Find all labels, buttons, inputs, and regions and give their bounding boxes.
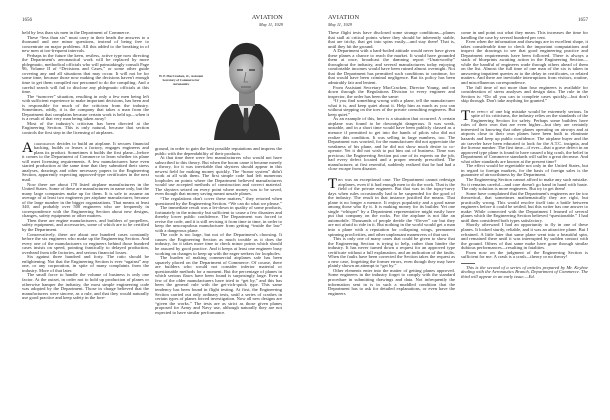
paragraph: Other elements enter into the matter of getting planes approved. Some engineers in the industry forget to comply with the standard procedure in submitting drawings and data. Not infrequently the information sent in is in such a muddled condition that the Department has to ask for detailed explanations, or even have the engineers xyxy=(328,267,455,296)
note-divider xyxy=(461,263,475,264)
paragraph: come in and point out what they mean. This increases the time for handling the case by several hundred per cent. xyxy=(461,31,588,40)
paragraph: The full time of not more than four engineers is available for consideration of stress analyses and design data. The rule in the Section is: “Do all you can to complete cases quickly—but don't skip through. Don't take anything for granted.” xyxy=(461,84,588,104)
paragraph: ground, in order to gain the best possible reputations and impress the public with the dependability of their products. xyxy=(155,147,282,156)
paragraph xyxy=(328,175,455,237)
paragraph: Shortly afterward I had an opportunity to fly in one of these planes. It looked sturdy, reliable, and it was an attractive plane. But I refrained. A little later that same plane went into a beautiful spin, and remained there until it was interrupted by sudden contact with the ground. Others of that same make have gone through similar dubious performances—resulting in fatalities. xyxy=(461,222,588,251)
paragraph: Most of the industry's criticism has been directed at the Engineering Section. This is only natural, because that section controls the first step in the licensing of airplanes. xyxy=(22,120,149,136)
paragraph: These flight tests have disclosed some strange conditions—planes that stall at critical points where they should be inherently stable, that are tricky, that get into spins easily—and stay there! That is, until they hit the ground. xyxy=(328,31,455,49)
drop-cap: A xyxy=(22,139,33,156)
paragraph: From Assistant Secretary MacCracken, Director Young, and on down through the Regulations Division to every engineer and inspector, the order has been the same: xyxy=(328,84,455,99)
paragraph: Even when the information and drawings are in excellent shape, it takes considerable time to check the important computations and inspect the drawings to see that good engineering practice and Department requirements have been followed. There is always a stack of blueprints awaiting action in the Engineering Section—while the handful of engineers wade through others ahead of them on the list. Almost the full time of one man of the six is taken in answering impatient queries as to the delay in certificates, or related matters. And there are inevitable interruptions from visitors, routine, and miscellaneous correspondence. xyxy=(461,39,588,86)
left-page-column-2 xyxy=(155,147,282,397)
small-caps-lead: he effect xyxy=(471,108,488,114)
paragraph: “The regulations don't cover these matters,” they retorted when questioned by the Engineering Section. “We can do what we please.” xyxy=(155,196,282,206)
paragraph: Perhaps in the future the keen, restless, active type now directing the Department's aeronautical work will be replaced by more phlegmatic, methodical officials who will painstakingly consult Page 96, Volume II of “Decisions and Cases,” or some other guide covering any and all situations that may occur. It will not be for some time, because those now making the decisions haven't enough time to get them compiled nor personnel to do the compiling. And a careful search will fail to disclose any phlegmatic officials at this time. xyxy=(22,52,149,95)
left-date: May 11, 1929 xyxy=(259,22,283,27)
paragraph: As an example of this, here is a situation that occurred. A certain airplane was found to be downright dangerous. It was weak, unstable, and in a short time would have been publicly classed as a menace if permitted to get into the hands of pilots who did not realize this condition. It was selling in large numbers, too. The Department was worried, for the manufacturer did not appreciate the weakness of his plane, and he did not show much desire to co-operate. Yet it did not wish to put him out of business. Time was precious; the Engineering Section put one of its experts on the job, had every defect located and a proper remedy prescribed. The manufacturer, at first resentful, suddenly realized that he had had a close escape from disaster. xyxy=(328,116,455,172)
paragraph: The burden of making commercial airplanes safe has been squarely placed on the Department of Commerce. Of course, there are builders who would not consider inferior material or questionable methods for a moment. But the percentage of planes in which serious flaws have been found is surprisingly large. Even a few of the older manufacturers have tried to “get by,” and this has been the general rule with the get-rich-quick type. This same tendency has been found in flight testing. At first, the Engineering Section carried out only ordinary tests, until a series of crashes in certain types of planes forced investigation. Now all new designs are “given the works.” The tests are as strict as those given planes proposed for Army and Navy use, although naturally they are not expected to have similar performance. xyxy=(155,255,282,315)
paragraph xyxy=(22,139,149,183)
paragraph: Now there are about 170 listed airplane manufacturers in the United States. Some of these are manufacturers in name only, but the many large companies make up for them. It is safe to assume an average of at least two engineers per airplane manufacturer, because of the large number in the bigger organizations. That means at least 340, and probably over 500 engineers who are frequently in correspondence with the Engineering Section about new designs, changes, safety equipment or other matters. xyxy=(22,181,149,219)
small-caps-lead: corporation xyxy=(33,140,55,146)
paragraph: The Engineering Section cannot afford to make any such mistake. So it remains careful—and care doesn't go hand in hand with haste. The only solution is more engineers. But try to get them! xyxy=(461,176,588,192)
paragraph: From now on the judgment of the Engineering Section is sufficient for me. A crash is a crash—theory or no theory! xyxy=(461,249,588,260)
left-page-column-1 xyxy=(22,31,149,397)
paragraph: The small force to handle the volume of business is only one factor. At the outset, in order not to hold up production of planes or otherwise hamper the industry, the most simple engineering code was adopted by the Department. Those in charge believed that the manufacturers were sincere, as a rule, and that they would naturally use good practice and keep safety in the fore- xyxy=(22,272,149,301)
right-date: May 11, 1929 xyxy=(328,22,352,27)
paragraph: Six against three hundred and forty. The ratio should be enlightening. Not that the Engineering Section is ever “against” any one, or any corporation, in spite of many complaints from the industry. More of that later. xyxy=(22,254,149,273)
paragraph: Some have complained that the Department's engineers are far too theoretical, that sometimes mathematically they are right, but practically wrong. This would resolve itself into a battle between engineers before it could be settled, but this writer has one answer to make: While connected with the Department I learned of several planes which the Engineering Section believed “questionable.” I had until then considered both types satisfactory. xyxy=(461,190,588,223)
paragraph: These “less than six” must carry in their heads the answers to a thousand and one minor questions, instead of being free to concentrate on major problems. All this added to the breaking in of new men at too-frequent intervals. xyxy=(22,34,149,54)
right-page-column-2 xyxy=(461,31,588,397)
paragraph: Then there are engine manufacturers, and builders of propellers, safety equipment, and accessories, some of which are to be certified by the Department. xyxy=(22,217,149,232)
left-masthead: AVIATION xyxy=(251,14,283,21)
drop-cap: T xyxy=(328,175,338,192)
portrait-photo xyxy=(208,28,284,140)
photo-caption: W. P. MacCracken, Jr., Assistant Secretary of Commerce for Aeronautics xyxy=(158,74,204,86)
paragraph-text: decides to build an airplane. It secures financial backing, builds or leases a factory, engages engineers and plans its product. Sometimes it builds the first plane—before it comes to the Department of Commerce to learn whether its plane will meet licensing requirements. A few manufacturers have even started production at the same time that they submitted their stress analyses, drawings and other necessary papers to the Engineering Section, apparently expecting approved-type certificates in the next mail. xyxy=(22,140,149,182)
drop-cap: T xyxy=(461,107,471,124)
paragraph: The code is too large, but not of the Department's choosing. It causes the Engineering Section as much trouble as it does the industry, for it takes more time to check minor points which should be assured by good practice. And it keeps at least one engineer busy working on changes to keep up with the eager seekers for loopholes. xyxy=(155,232,282,256)
paragraph xyxy=(461,107,588,165)
left-page-number: 1656 xyxy=(22,18,32,23)
paragraph: held by less than six men in the Department of Commerce. xyxy=(22,31,131,35)
paragraph: This is only one of many cases that could be given to show that the Engineering Section is trying to help, rather than hinder the industry. It has never turned down a request for an approved type certificate without a full explanation, and an indication of the faults. When the faults have been corrected the Section takes the request as a new case, forgetting the former errors, even though they may have plainly shown an attempt to “get by.” xyxy=(328,236,455,269)
paragraph-text: was an exceptional case. The Department cannot redesign airplanes, even if it had enough men to do the work. That is the field of the private engineer. But that was in the topsy-turvy days when rules occasionally had to be suspended for the good of the industry. The result in that instance justified the means. That plane is no longer a menace. It enjoys popularity and a good name among those who fly it. It is making money for its builder. Yet one single “whisper” by a Department representative might easily have put that company on the rocks. For the airplane is not like an automobile. Thousands of people deride the “flivver” car but they are not afraid to ride in it. But nothing in the world would get a man into a plane with a reputation for collapsing wings, permanent spinning proclivities, and other unpleasant maneuvers of that sort. xyxy=(328,176,455,237)
paragraph: The “turnover” situation, resulting in only a few men being left with sufficient experience to make important decisions, has been and is responsible for much of the criticism from the industry. Sometimes, oddly, it is the company that takes a man from the Department that complains because certain work is held up—when it is a result of that very man being taken away! xyxy=(22,93,149,122)
paragraph: A Department with a hard-boiled attitude would never have given these planes a chance to reach the market. It would have grounded them at once, broadcast the damning report “Unairworthy” throughout the industry, and several manufacturers today enjoying comfortable incomes would have been ruined almost overnight. Not that the Department has permitted such conditions to continue, for that would have been criminal negligence. But its policy has been admirably fair and lenient. xyxy=(328,48,455,86)
paragraph: “If you find something wrong with a plane, tell the manufacturer what it is, and keep quiet about it. Help him as much as you can without stepping on the toes of the private consulting engineers. But keep quiet.” xyxy=(328,98,455,117)
paragraph-text: of one big mistake would be extremely serious. In spite of its criticisms, the industry relies on the standards of the Engineering Section for safety. Perhaps some builders have rules of their own that are even higher—but they are certainly interested in knowing that other planes operating on airways and at airports close to their own planes have been built to eliminate hazards and keep up public confidence. The airplane buyer and the air traveler have been educated to look for the A.T.C. insignia, and the license number. The first time—if ever—that a grave defect in an approved type plane is found to have caused a big crash, the belief in Department of Commerce standards will suffer a great decrease. And what other standards are known at the present time? xyxy=(461,108,588,164)
paragraph: At that time there were few manufacturers who would not have subscribed to this theory. But when the boom came it became merely a theory, for it was inevitable that shysters should appear in this newest field for making money quickly. The “honor system” didn't work at all with them. The first simple code had left numerous loopholes on points where the Department believed manufacturers would use accepted methods of construction and correct material. The shysters seized on every point where money was to be saved, even though that money saving meant unsafe planes. xyxy=(155,155,282,197)
right-page-number: 1657 xyxy=(578,18,588,23)
paragraph: The immediate result was a let-down in quality of some products, fortunately in the minority but sufficient to cause a few disasters and thereby lower public confidence. The Department was forced to revise the code, and it is still revising it from time to time, in order to keep the unscrupulous manufacturer from getting “inside the law” with a dangerous plane. xyxy=(155,205,282,233)
editor-note: This is the second of a series of articles prepared by Mr. Keyhoe dealing with the Aeronautics Branch, Department of Commerce. The third will appear in an early issue.—Ed. xyxy=(461,264,588,279)
small-caps-lead: his xyxy=(338,176,344,182)
right-masthead: AVIATION xyxy=(328,14,360,21)
right-page-column-1 xyxy=(328,31,455,397)
paragraph: The effect would be regrettable not only in the United States, but in regard to foreign markets, for the basis of foreign sales is the guarantee of airworthiness by the Department. xyxy=(461,163,588,178)
paragraph: Conservatively, there are about one hundred cases constantly before the six engineers who make up the Engineering Section. And every one of the manufacturers or engineers behind those hundred cases insists on speed, pointing frantically to delayed production, overhead from idle factories, and serious financial losses. xyxy=(22,231,149,255)
